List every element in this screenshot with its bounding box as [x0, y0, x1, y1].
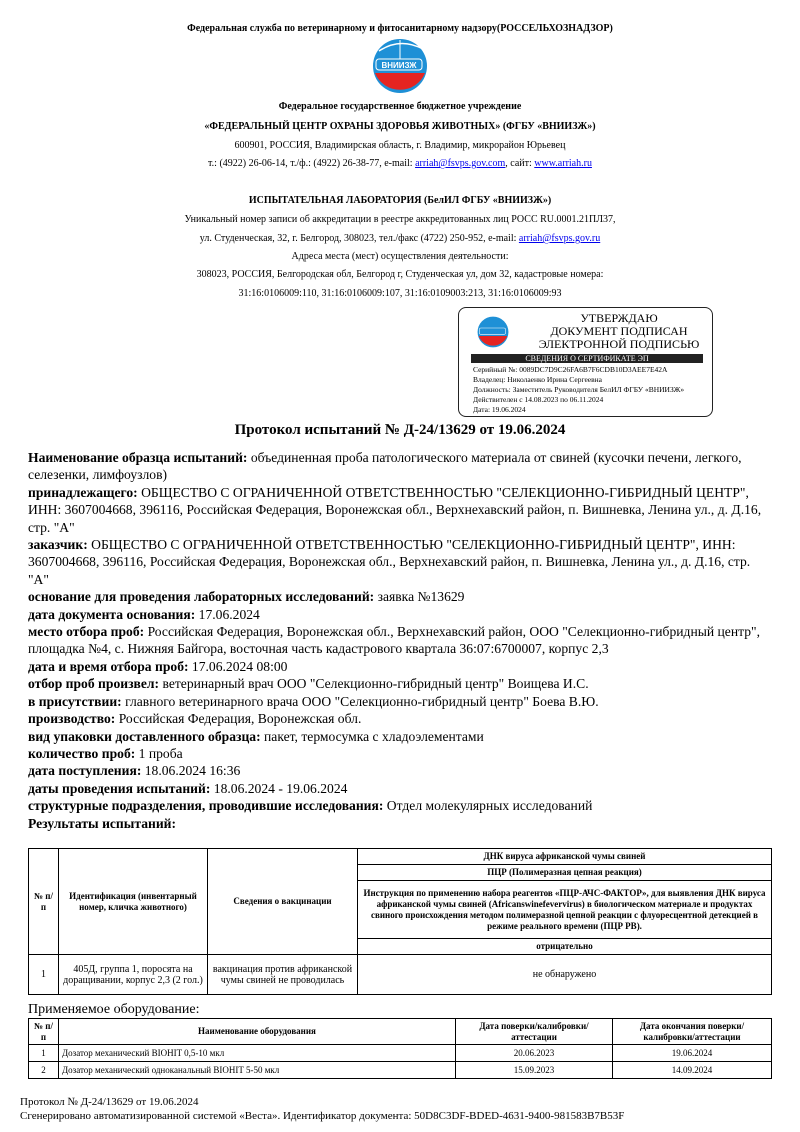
e-signature-stamp	[458, 307, 713, 417]
eq-col-name: Наименование оборудования	[59, 1019, 456, 1045]
eq-num: 1	[29, 1045, 59, 1062]
equipment-table	[28, 1018, 772, 1079]
lab-email-link[interactable]: arriah@fsvps.gov.ru	[518, 233, 601, 244]
col-num: № п/п	[29, 849, 59, 955]
field-label: производство:	[28, 711, 116, 727]
col-vaccination: Сведения о вакцинации	[208, 849, 358, 955]
stamp-date: Дата: 19.06.2024	[473, 405, 526, 414]
field-row	[28, 693, 773, 710]
footer-generated: Сгенерировано автоматизированной системой «Веста». Идентификатор документа: 50D8C3DF-BDED-4631-9400-981583B7B53F	[20, 1110, 625, 1122]
eq-num: 2	[29, 1062, 59, 1079]
field-row	[28, 536, 773, 588]
col-method: ПЦР (Полимеразная цепная реакция)	[358, 865, 772, 881]
field-value: пакет, термосумка с хладоэлементами	[260, 728, 484, 744]
phones: т.: (4922) 26-06-14, т./ф.: (4922) 26-38-77, e-mail:	[208, 158, 416, 169]
field-row	[28, 797, 773, 814]
field-label: место отбора проб:	[28, 624, 145, 640]
row-result: не обнаружено	[358, 955, 772, 995]
eq-name: Дозатор механический BIOHIT 0,5-10 мкл	[59, 1045, 456, 1062]
field-value: Российская Федерация, Воронежская обл., Верхнехавский район, ООО "Селекционно-гибридный центр", площадка №4, с. Нижняя Байгора, восточная часть кадастрового квартала 36:07:6700007, корпус 2,3	[28, 624, 760, 657]
org-name: «ФЕДЕРАЛЬНЫЙ ЦЕНТР ОХРАНЫ ЗДОРОВЬЯ ЖИВОТНЫХ» (ФГБУ «ВНИИЗЖ»)	[204, 121, 596, 132]
field-label: заказчик:	[28, 537, 88, 553]
field-row	[28, 658, 773, 675]
field-row	[28, 484, 773, 536]
eq-col-date: Дата поверки/калибровки/аттестации	[456, 1019, 613, 1045]
field-row	[28, 623, 773, 658]
stamp-signed: ДОКУМЕНТ ПОДПИСАН	[550, 324, 688, 338]
field-row	[28, 710, 773, 727]
field-value: 18.06.2024 16:36	[141, 763, 241, 779]
table-row	[29, 1062, 772, 1079]
sample-fields	[28, 449, 773, 832]
field-label: дата и время отбора проб:	[28, 658, 189, 674]
stamp-approve: УТВЕРЖДАЮ	[580, 311, 658, 325]
field-value: главного ветеринарного врача ООО "Селекционно-гибридный центр" Боева В.Ю.	[121, 693, 599, 709]
field-row	[28, 728, 773, 745]
vniizzh-logo	[365, 37, 435, 95]
field-row	[28, 449, 773, 484]
field-row	[28, 675, 773, 692]
site-link[interactable]: www.arriah.ru	[534, 158, 592, 169]
field-value: ОБЩЕСТВО С ОГРАНИЧЕННОЙ ОТВЕТСТВЕННОСТЬЮ "СЕЛЕКЦИОННО-ГИБРИДНЫЙ ЦЕНТР", ИНН: 3607004668, 396116, Российская Федерация, Воронежская обл., Верхнехавский район, п. Вишневка, Ленина ул., д. Д.16, стр. "А"	[28, 537, 751, 587]
org-address: 600901, РОССИЯ, Владимирская область, г. Владимир, микрорайон Юрьевец	[234, 140, 566, 151]
field-label: Результаты испытаний:	[28, 815, 177, 831]
field-label: дата поступления:	[28, 763, 142, 779]
stamp-logo	[473, 314, 513, 350]
eq-date: 15.09.2023	[456, 1062, 613, 1079]
email-link[interactable]: arriah@fsvps.gov.com	[415, 158, 506, 169]
stamp-serial: Серийный №: 0089DC7D9C26FA6B7F6CDB10D3AEE7E42A	[473, 365, 668, 374]
footer	[20, 1095, 624, 1123]
eq-col-end: Дата окончания поверки/калибровки/аттестации	[613, 1019, 772, 1045]
lab-name: ИСПЫТАТЕЛЬНАЯ ЛАБОРАТОРИЯ (БелИЛ ФГБУ «ВНИИЗЖ»)	[248, 195, 552, 206]
field-label: основание для проведения лабораторных исследований:	[28, 589, 375, 605]
field-label: в присутствии:	[28, 693, 122, 709]
field-row	[28, 745, 773, 762]
table-row	[29, 1045, 772, 1062]
row-vaccination: вакцинация против африканской чумы свиней не проводилась	[208, 955, 358, 995]
agency-name: Федеральная служба по ветеринарному и фитосанитарному надзору(РОССЕЛЬХОЗНАДЗОР)	[187, 23, 613, 34]
field-value: объединенная проба патологического материала от свиней (кусочки печени, легкого, селезенки, лимфоузлов)	[28, 450, 742, 483]
activity-address: 308023, РОССИЯ, Белгородская обл, Белгород г, Студенческая ул, дом 32, кадастровые номера:	[196, 269, 604, 280]
lab-address-text: ул. Студенческая, 32, г. Белгород, 308023, тел./факс (4722) 250-952, e-mail:	[199, 233, 519, 244]
stamp-cert-bar: СВЕДЕНИЯ О СЕРТИФИКАТЕ ЭП	[471, 354, 703, 363]
stamp-valid: Действителен с 14.08.2023 по 06.11.2024	[473, 395, 604, 404]
field-label: принадлежащего:	[28, 484, 138, 500]
col-norm: отрицательно	[358, 939, 772, 955]
footer-protocol: Протокол № Д-24/13629 от 19.06.2024	[20, 1096, 199, 1108]
cadastral-numbers: 31:16:0106009:110, 31:16:0106009:107, 31:16:0109003:213, 31:16:0106009:93	[238, 288, 562, 299]
field-value: 1 проба	[135, 745, 183, 761]
row-num: 1	[29, 955, 59, 995]
field-label: Наименование образца испытаний:	[28, 450, 248, 465]
col-instruction: Инструкция по применению набора реагентов «ПЦР-АЧС-ФАКТОР», для выявления ДНК вируса африканской чумы свиней (Africanswinefevervirus) в биологическом материале и продуктах свиного происхождения методом полимеразной цепной реакции с флуоресцентной детекцией в режиме реального времени (ПЦР РВ).	[358, 881, 772, 939]
field-row	[28, 815, 773, 832]
protocol-title: Протокол испытаний № Д-24/13629 от 19.06.2024	[234, 422, 566, 438]
field-value: 17.06.2024	[195, 606, 260, 622]
results-table	[28, 848, 772, 995]
field-value: Отдел молекулярных исследований	[383, 798, 593, 814]
field-value: Российская Федерация, Воронежская обл.	[115, 711, 362, 727]
row-identification: 405Д, группа 1, поросята на доращивании, корпус 2,3 (2 гол.)	[59, 955, 208, 995]
org-type: Федеральное государственное бюджетное учреждение	[278, 101, 522, 112]
stamp-signature: ЭЛЕКТРОННОЙ ПОДПИСЬЮ	[538, 337, 700, 351]
logo-text: ВНИИЗЖ	[381, 61, 417, 70]
eq-end: 19.06.2024	[613, 1045, 772, 1062]
col-test-object: ДНК вируса африканской чумы свиней	[358, 849, 772, 865]
field-label: дата документа основания:	[28, 606, 196, 622]
field-value: 18.06.2024 - 19.06.2024	[210, 780, 348, 796]
accreditation: Уникальный номер записи об аккредитации в реестре аккредитованных лиц РОСС RU.0001.21ПЛ37,	[184, 214, 616, 225]
eq-name: Дозатор механический одноканальный BIOHIT 5-50 мкл	[59, 1062, 456, 1079]
activity-label: Адреса места (мест) осуществления деятельности:	[291, 251, 509, 262]
field-label: структурные подразделения, проводившие исследования:	[28, 798, 384, 814]
field-value: 17.06.2024 08:00	[188, 658, 288, 674]
org-contacts	[0, 158, 800, 170]
field-label: даты проведения испытаний:	[28, 780, 211, 796]
eq-date: 20.06.2023	[456, 1045, 613, 1062]
equipment-label: Применяемое оборудование:	[28, 1002, 200, 1017]
field-value: ОБЩЕСТВО С ОГРАНИЧЕННОЙ ОТВЕТСТВЕННОСТЬЮ "СЕЛЕКЦИОННО-ГИБРИДНЫЙ ЦЕНТР", ИНН: 3607004668, 396116, Российская Федерация, Воронежская обл., Верхнехавский район, п. Вишневка, Ленина ул., д. Д.16, стр. "А"	[28, 484, 762, 535]
site-label: , сайт:	[505, 158, 535, 169]
table-row	[29, 955, 772, 995]
field-row	[28, 588, 773, 605]
lab-address	[0, 233, 800, 245]
field-value: заявка №13629	[374, 589, 465, 605]
eq-end: 14.09.2024	[613, 1062, 772, 1079]
field-value: ветеринарный врач ООО "Селекционно-гибридный центр" Воищева И.С.	[159, 676, 589, 692]
field-row	[28, 762, 773, 779]
eq-col-num: № п/п	[29, 1019, 59, 1045]
field-label: вид упаковки доставленного образца:	[28, 728, 261, 744]
field-row	[28, 606, 773, 623]
field-label: количество проб:	[28, 745, 136, 761]
field-row	[28, 780, 773, 797]
field-label: отбор проб произвел:	[28, 676, 160, 692]
stamp-position: Должность: Заместитель Руководителя БелИЛ ФГБУ «ВНИИЗЖ»	[473, 385, 685, 394]
col-identification: Идентификация (инвентарный номер, кличка животного)	[59, 849, 208, 955]
stamp-owner: Владелец: Николаенко Ирина Сергеевна	[473, 375, 602, 384]
